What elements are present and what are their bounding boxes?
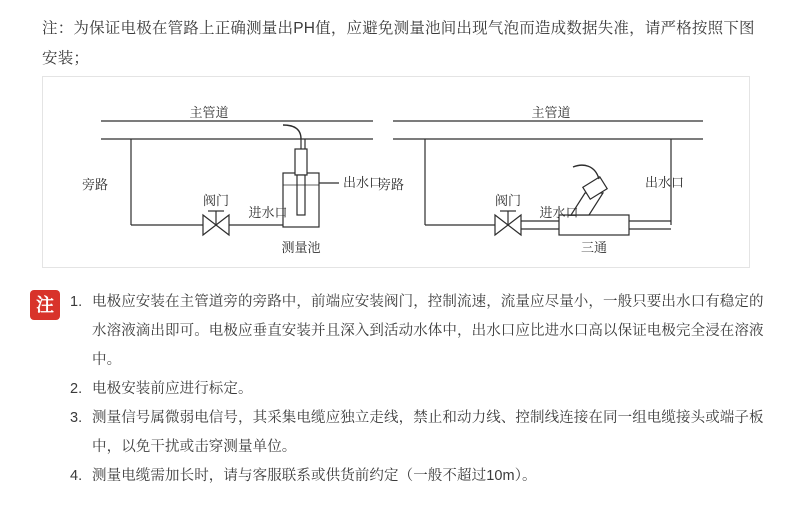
diagram-right-main-pipe-label: 主管道 xyxy=(531,105,571,120)
diagram-right-tee-label: 三通 xyxy=(580,240,608,255)
top-note xyxy=(42,14,756,74)
diagram-left-inlet-label: 进水口 xyxy=(248,205,288,220)
list-item xyxy=(70,288,770,375)
diagram-right-outlet-label: 出水口 xyxy=(645,175,685,190)
notice-list xyxy=(70,288,770,491)
list-item-number: 1. xyxy=(70,294,83,310)
list-item-number: 3. xyxy=(70,410,83,426)
diagram-right-bypass-label: 旁路 xyxy=(377,177,405,192)
installation-diagram xyxy=(43,77,749,267)
notice-badge: 注 xyxy=(30,290,60,320)
list-item xyxy=(70,404,770,462)
installation-diagram-panel xyxy=(42,76,750,268)
diagram-left-bypass-label: 旁路 xyxy=(81,177,109,192)
diagram-left-vessel-label: 测量池 xyxy=(281,240,321,255)
list-item-number: 2. xyxy=(70,381,83,397)
diagram-right-inlet-label: 进水口 xyxy=(539,205,579,220)
top-note-text: 注：为保证电极在管路上正确测量出PH值，应避免测量池间出现气泡而造成数据失准，请严格按照下图安装； xyxy=(42,20,755,67)
diagram-left-valve-label: 阀门 xyxy=(202,193,230,208)
list-item xyxy=(70,462,770,491)
diagram-left-outlet-label: 出水口 xyxy=(343,175,383,190)
list-item-number: 4. xyxy=(70,468,83,484)
list-item-text: 测量信号属微弱电信号，其采集电缆应独立走线，禁止和动力线、控制线连接在同一组电缆接头或端子板中，以免干扰或击穿测量单位。 xyxy=(92,410,764,455)
list-item xyxy=(70,375,770,404)
list-item-text: 电极应安装在主管道旁的旁路中，前端应安装阀门，控制流速，流量应尽量小，一般只要出水口有稳定的水溶液滴出即可。电极应垂直安装并且深入到活动水体中，出水口应比进水口高以保证电极完全浸在溶液中。 xyxy=(92,294,764,368)
diagram-right-valve-label: 阀门 xyxy=(494,193,522,208)
list-item-text: 测量电缆需加长时，请与客服联系或供货前约定（一般不超过10m）。 xyxy=(92,468,537,484)
list-item-text: 电极安装前应进行标定。 xyxy=(92,381,253,397)
diagram-left-main-pipe-label: 主管道 xyxy=(189,105,229,120)
